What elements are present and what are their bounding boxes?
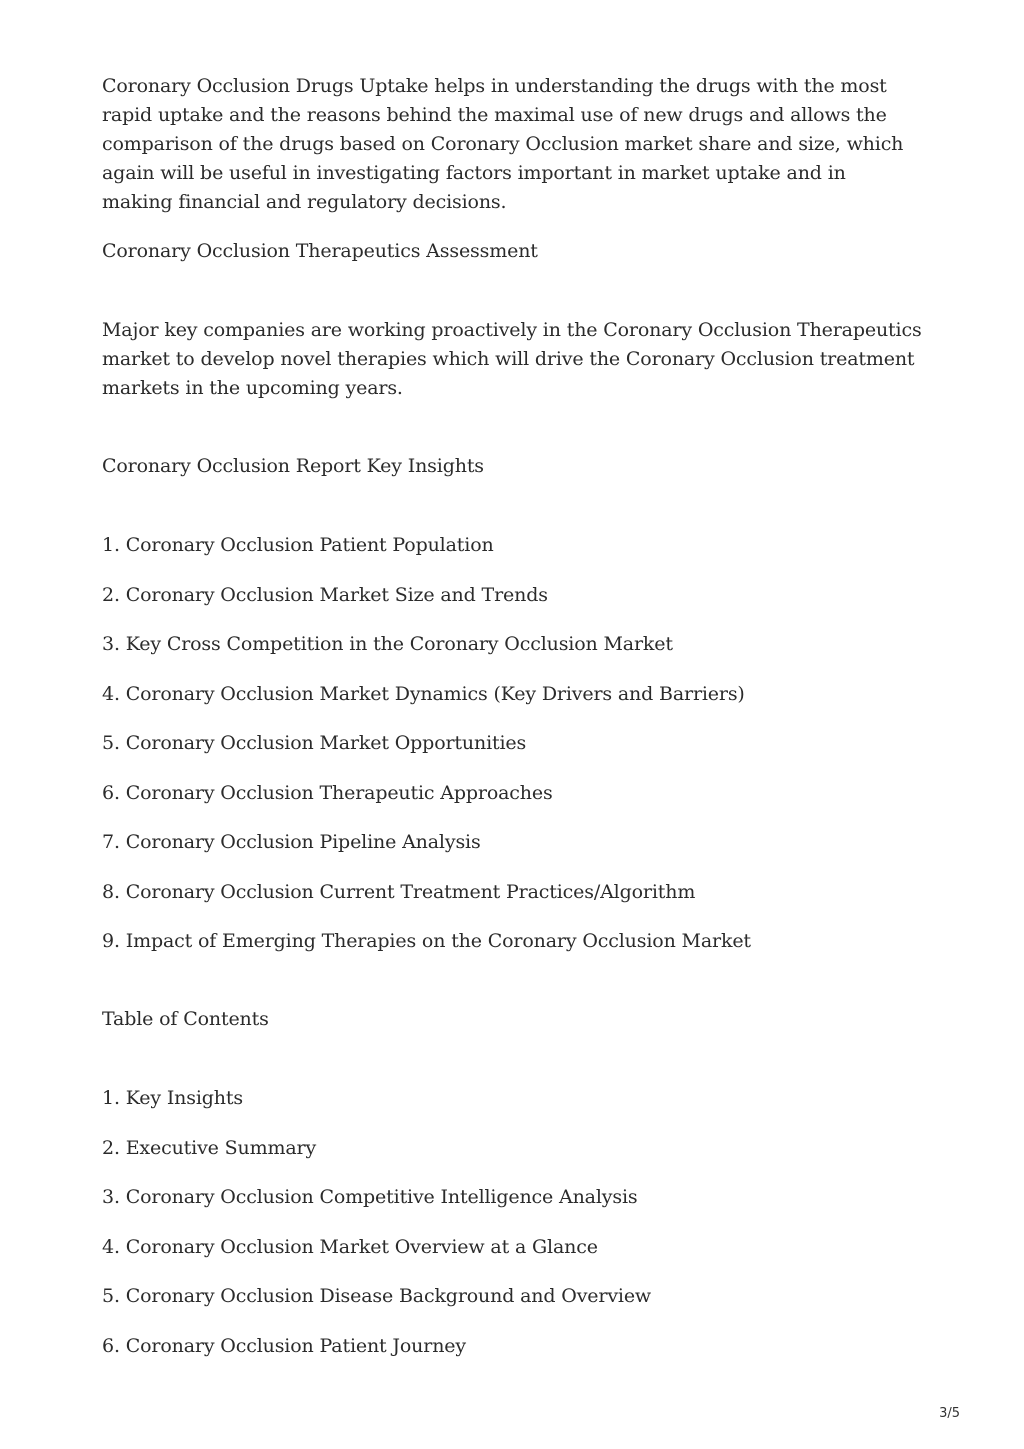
toc-item: 5. Coronary Occlusion Disease Background and Overview [102, 1285, 652, 1307]
insights-item: 4. Coronary Occlusion Market Dynamics (Key Drivers and Barriers) [102, 682, 745, 705]
insights-item: 3. Key Cross Competition in the Coronary Occlusion Market [102, 633, 673, 655]
insights-heading: Coronary Occlusion Report Key Insights [102, 455, 484, 477]
insights-item: 1. Coronary Occlusion Patient Population [102, 534, 494, 556]
insights-item: 7. Coronary Occlusion Pipeline Analysis [102, 831, 481, 853]
toc-item: 6. Coronary Occlusion Patient Journey [102, 1334, 466, 1357]
toc-heading: Table of Contents [102, 1008, 269, 1030]
insights-item: 8. Coronary Occlusion Current Treatment Practices/Algorithm [102, 880, 696, 903]
intro-paragraph: Coronary Occlusion Drugs Uptake helps in understanding the drugs with the most rapid uptake and the reasons behind the maximal use of new drugs and allows the comparison of the drugs based on Coronary Occlusion market share and size, which again will be useful in investigating factors important in market uptake and in making financial and regulatory decisions. [102, 75, 904, 213]
insights-item: 2. Coronary Occlusion Market Size and Trends [102, 583, 548, 606]
insights-item: 5. Coronary Occlusion Market Opportunities [102, 732, 527, 754]
toc-item: 3. Coronary Occlusion Competitive Intelligence Analysis [102, 1186, 638, 1208]
page-number: 3/5 [939, 1406, 960, 1421]
toc-list [102, 1084, 922, 1361]
insights-list [102, 531, 922, 956]
therapeutics-paragraph: Major key companies are working proactively in the Coronary Occlusion Therapeutics market to develop novel therapies which will drive the Coronary Occlusion treatment markets in the upcoming years. [102, 319, 922, 399]
insights-item: 6. Coronary Occlusion Therapeutic Approaches [102, 781, 553, 804]
therapeutics-heading: Coronary Occlusion Therapeutics Assessment [102, 240, 538, 262]
document-page [102, 72, 922, 1361]
toc-item: 4. Coronary Occlusion Market Overview at a Glance [102, 1235, 598, 1258]
toc-item: 2. Executive Summary [102, 1136, 317, 1159]
toc-item: 1. Key Insights [102, 1087, 243, 1109]
insights-item: 9. Impact of Emerging Therapies on the Coronary Occlusion Market [102, 930, 751, 952]
